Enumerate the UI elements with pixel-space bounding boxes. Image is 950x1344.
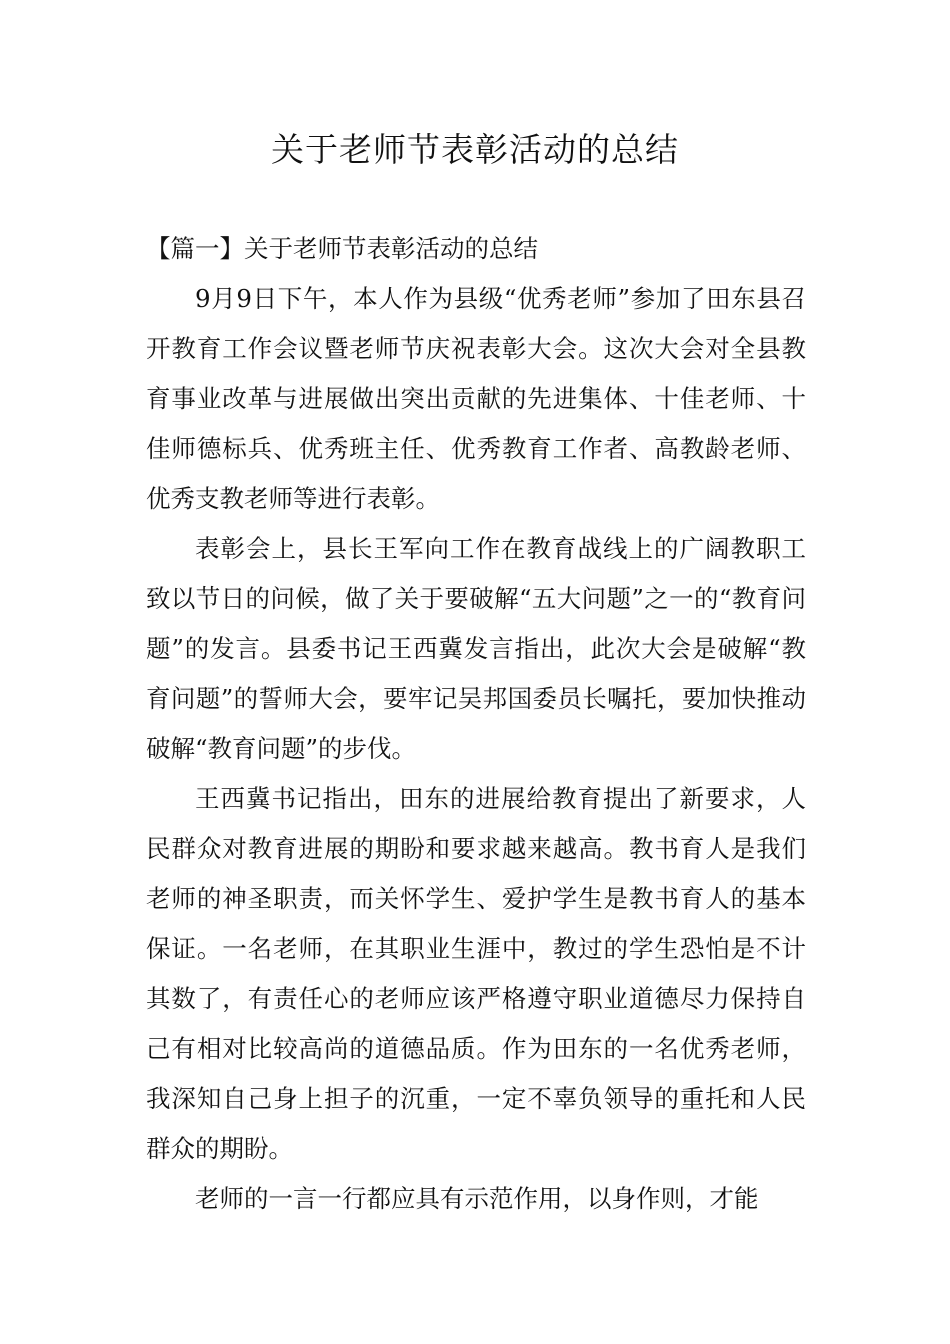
section-heading: 【篇一】关于老师节表彰活动的总结: [146, 234, 538, 263]
paragraph-1: 9月9日下午，本人作为县级“优秀老师”参加了田东县召开教育工作会议暨老师节庆祝表彰大会。这次大会对全县教育事业改革与进展做出突出贡献的先进集体、十佳老师、十佳师德标兵、优秀班主任、优秀教育工作者、高教龄老师、优秀支教老师等进行表彰。: [146, 284, 806, 513]
document-title: 关于老师节表彰活动的总结: [271, 130, 679, 169]
paragraph-4: 老师的一言一行都应具有示范作用，以身作则，才能: [195, 1184, 759, 1213]
paragraph-2: 表彰会上，县长王军向工作在教育战线上的广阔教职工致以节日的问候，做了关于要破解“五大问题”之一的“教育问题”的发言。县委书记王西冀发言指出，此次大会是破解“教育问题”的誓师大会，要牢记吴邦国委员长嘱托，要加快推动破解“教育问题”的步伐。: [146, 534, 806, 763]
document-body: [146, 224, 806, 1224]
paragraph-3: 王西冀书记指出，田东的进展给教育提出了新要求，人民群众对教育进展的期盼和要求越来越高。教书育人是我们老师的神圣职责，而关怀学生、爱护学生是教书育人的基本保证。一名老师，在其职业生涯中，教过的学生恐怕是不计其数了，有责任心的老师应该严格遵守职业道德尽力保持自己有相对比较高尚的道德品质。作为田东的一名优秀老师，我深知自己身上担子的沉重，一定不辜负领导的重托和人民群众的期盼。: [146, 784, 806, 1163]
